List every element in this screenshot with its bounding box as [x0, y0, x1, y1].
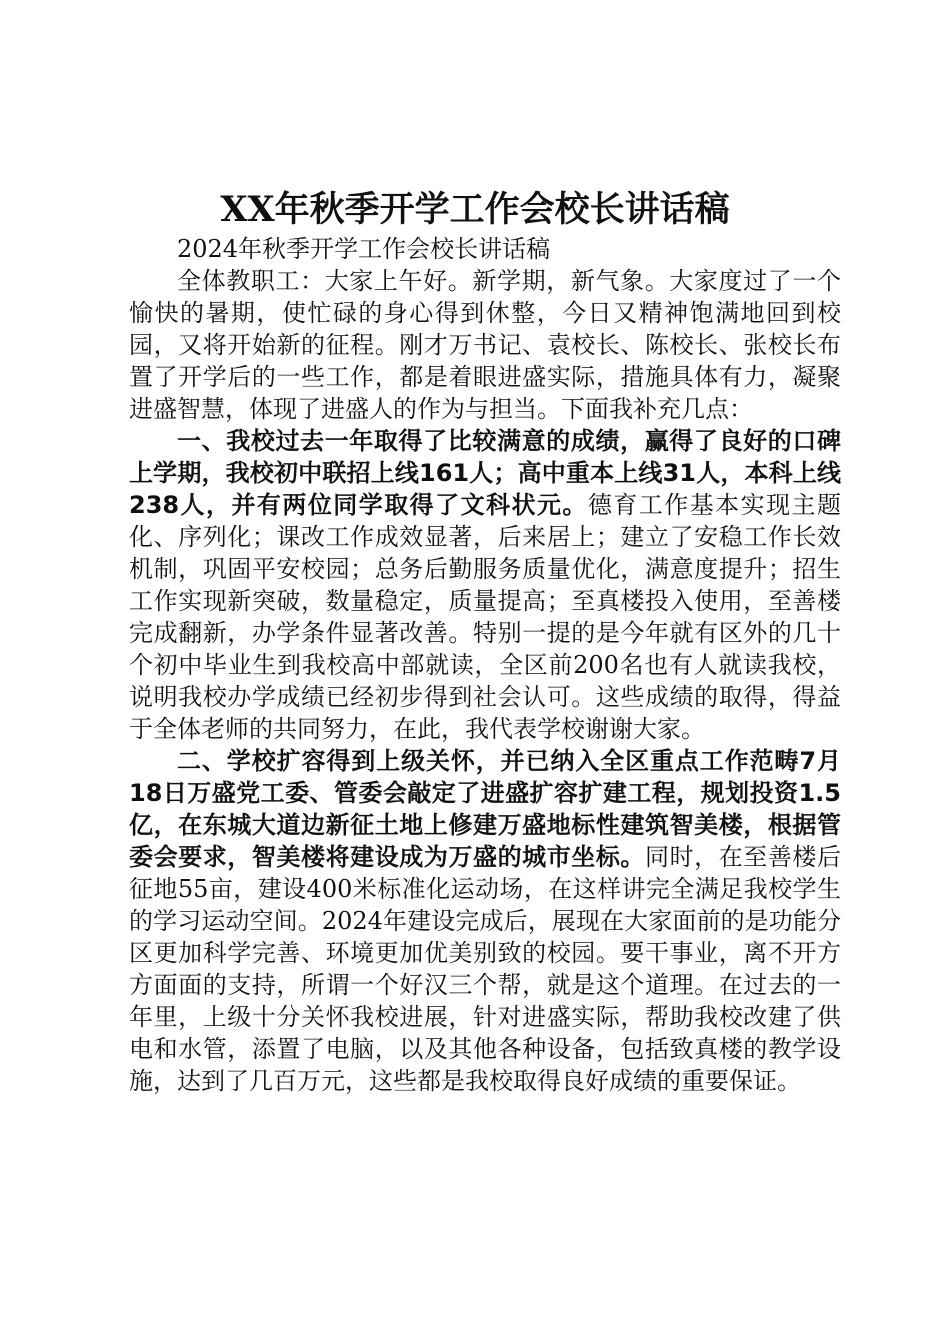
document-body [129, 233, 841, 1097]
paragraph-text: 德育工作基本实现主题化、序列化；课改工作成效显著，后来居上；建立了安稳工作长效机制，巩固平安校园；总务后勤服务质量优化，满意度提升；招生工作实现新突破，数量稳定，质量提高；至真楼投入使用，至善楼完成翻新，办学条件显著改善。特别一提的是今年就有区外的几十个初中毕业生到我校高中部就读，全区前200名也有人就读我校，说明我校办学成绩已经初步得到社会认可。这些成绩的取得，得益于全体老师的共同努力，在此，我代表学校谢谢大家。 [129, 491, 841, 743]
paragraph-greeting [129, 265, 841, 425]
paragraph-heading: 一、我校过去一年取得了比较满意的成绩，赢得了良好的口碑上学期，我校初中联招上线161人；高中重本上线31人，本科上线238人，并有两位同学取得了文科状元。 [129, 427, 841, 519]
paragraph-heading: 二、学校扩容得到上级关怀，并已纳入全区重点工作范畴7月18日万盛党工委、管委会敲定了进盛扩容扩建工程，规划投资1.5亿，在东城大道边新征土地上修建万盛地标性建筑智美楼，根据管委会要求，智美楼将建设成为万盛的城市坐标。 [129, 747, 841, 871]
document-title: XX年秋季开学工作会校长讲话稿 [220, 189, 730, 230]
paragraph-text: 全体教职工：大家上午好。新学期，新气象。大家度过了一个愉快的暑期，使忙碌的身心得到休整，今日又精神饱满地回到校园，又将开始新的征程。刚才万书记、袁校长、陈校长、张校长布置了开学后的一些工作，都是着眼进盛实际，措施具体有力，凝聚进盛智慧，体现了进盛人的作为与担当。下面我补充几点： [129, 267, 841, 423]
paragraph-achievements [129, 425, 841, 745]
document-subtitle: 2024年秋季开学工作会校长讲话稿 [177, 235, 551, 263]
paragraph-expansion [129, 745, 841, 1097]
paragraph-text: 同时，在至善楼后征地55亩，建设400米标准化运动场，在这样讲完全满足我校学生的学习运动空间。2024年建设完成后，展现在大家面前的是功能分区更加科学完善、环境更加优美别致的校园。要干事业，离不开方方面面的支持，所谓一个好汉三个帮，就是这个道理。在过去的一年里，上级十分关怀我校进展，针对进盛实际，帮助我校改建了供电和水管，添置了电脑，以及其他各种设备，包括致真楼的教学设施，达到了几百万元，这些都是我校取得良好成绩的重要保证。 [129, 843, 841, 1095]
